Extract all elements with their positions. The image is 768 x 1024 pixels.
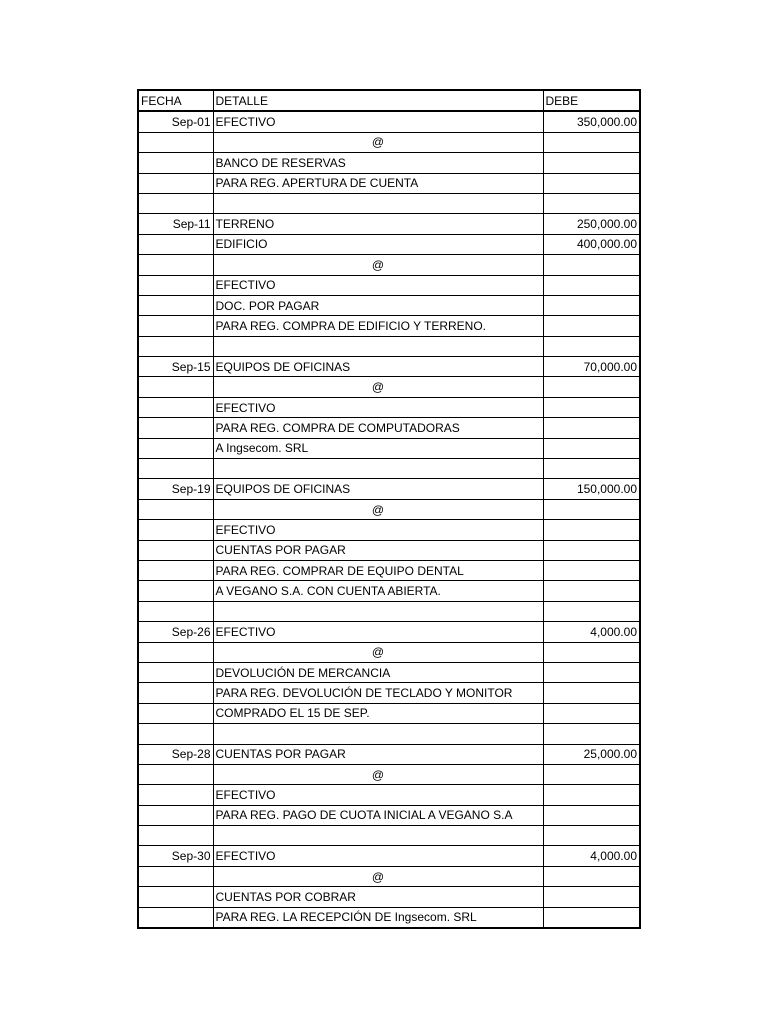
date-cell	[138, 826, 213, 846]
debe-cell	[543, 255, 640, 275]
detail-cell: EFECTIVO	[213, 785, 543, 805]
debe-cell	[543, 275, 640, 295]
detail-cell: A VEGANO S.A. CON CUENTA ABIERTA.	[213, 581, 543, 601]
detail-cell	[213, 724, 543, 744]
debe-cell: 70,000.00	[543, 357, 640, 377]
table-row	[138, 336, 640, 356]
date-cell	[138, 173, 213, 193]
date-cell	[138, 662, 213, 682]
detail-cell: TERRENO	[213, 214, 543, 234]
debe-cell	[543, 438, 640, 458]
table-row	[138, 642, 640, 662]
debe-cell	[543, 785, 640, 805]
detail-cell: PARA REG. LA RECEPCIÓN DE Ingsecom. SRL	[213, 907, 543, 928]
detail-cell: EDIFICIO	[213, 234, 543, 254]
table-row	[138, 234, 640, 254]
table-row	[138, 866, 640, 886]
detail-cell: PARA REG. COMPRA DE COMPUTADORAS	[213, 418, 543, 438]
detail-cell	[213, 459, 543, 479]
table-row	[138, 764, 640, 784]
table-row	[138, 459, 640, 479]
date-cell: Sep-30	[138, 846, 213, 866]
table-row	[138, 193, 640, 213]
debe-cell	[543, 377, 640, 397]
debe-cell	[543, 683, 640, 703]
debe-cell	[543, 581, 640, 601]
debe-cell	[543, 703, 640, 723]
detail-cell: PARA REG. COMPRAR DE EQUIPO DENTAL	[213, 560, 543, 580]
debe-cell	[543, 397, 640, 417]
table-row	[138, 622, 640, 642]
table-row	[138, 846, 640, 866]
table-row	[138, 907, 640, 928]
detail-cell: CUENTAS POR PAGAR	[213, 744, 543, 764]
date-cell	[138, 275, 213, 295]
table-row	[138, 560, 640, 580]
debe-cell	[543, 662, 640, 682]
detail-cell: EFECTIVO	[213, 397, 543, 417]
debe-cell	[543, 764, 640, 784]
date-cell	[138, 805, 213, 825]
detail-cell	[213, 826, 543, 846]
debe-cell: 25,000.00	[543, 744, 640, 764]
date-cell: Sep-26	[138, 622, 213, 642]
date-cell	[138, 683, 213, 703]
debe-cell	[543, 907, 640, 928]
date-cell	[138, 724, 213, 744]
debe-cell	[543, 866, 640, 886]
detail-cell: EFECTIVO	[213, 520, 543, 540]
detail-cell: @	[213, 377, 543, 397]
detail-cell: CUENTAS POR PAGAR	[213, 540, 543, 560]
date-cell	[138, 703, 213, 723]
table-row	[138, 805, 640, 825]
debe-cell	[543, 295, 640, 315]
date-cell	[138, 234, 213, 254]
detail-cell: EFECTIVO	[213, 111, 543, 132]
detail-cell	[213, 336, 543, 356]
table-row	[138, 418, 640, 438]
detail-cell: DEVOLUCIÓN DE MERCANCIA	[213, 662, 543, 682]
debe-cell	[543, 560, 640, 580]
date-cell	[138, 866, 213, 886]
date-cell	[138, 764, 213, 784]
date-cell	[138, 601, 213, 621]
table-row	[138, 438, 640, 458]
date-cell	[138, 907, 213, 928]
detail-cell	[213, 601, 543, 621]
table-row	[138, 826, 640, 846]
detail-cell	[213, 193, 543, 213]
date-cell	[138, 438, 213, 458]
date-cell	[138, 377, 213, 397]
debe-cell	[543, 336, 640, 356]
date-cell	[138, 459, 213, 479]
debe-cell	[543, 499, 640, 519]
debe-cell	[543, 316, 640, 336]
date-cell: Sep-15	[138, 357, 213, 377]
table-row	[138, 887, 640, 907]
table-row	[138, 744, 640, 764]
date-cell: Sep-11	[138, 214, 213, 234]
debe-cell: 350,000.00	[543, 111, 640, 132]
debe-cell: 4,000.00	[543, 622, 640, 642]
table-row	[138, 662, 640, 682]
table-row	[138, 132, 640, 152]
detail-cell: PARA REG. APERTURA DE CUENTA	[213, 173, 543, 193]
journal-body	[138, 111, 640, 928]
date-cell	[138, 193, 213, 213]
debe-cell	[543, 724, 640, 744]
debe-cell: 4,000.00	[543, 846, 640, 866]
detail-cell: PARA REG. PAGO DE CUOTA INICIAL A VEGANO S.A	[213, 805, 543, 825]
header-detalle: DETALLE	[213, 90, 543, 111]
header-fecha: FECHA	[138, 90, 213, 111]
date-cell: Sep-19	[138, 479, 213, 499]
debe-cell	[543, 805, 640, 825]
date-cell	[138, 132, 213, 152]
table-row	[138, 377, 640, 397]
debe-cell	[543, 520, 640, 540]
table-row	[138, 601, 640, 621]
table-row	[138, 520, 640, 540]
detail-cell: @	[213, 642, 543, 662]
table-row	[138, 703, 640, 723]
detail-cell: DOC. POR PAGAR	[213, 295, 543, 315]
date-cell	[138, 153, 213, 173]
header-row	[138, 90, 640, 111]
table-row	[138, 499, 640, 519]
table-row	[138, 581, 640, 601]
date-cell	[138, 336, 213, 356]
table-row	[138, 111, 640, 132]
debe-cell: 400,000.00	[543, 234, 640, 254]
date-cell	[138, 642, 213, 662]
detail-cell: @	[213, 764, 543, 784]
debe-cell	[543, 459, 640, 479]
debe-cell: 150,000.00	[543, 479, 640, 499]
detail-cell: EQUIPOS DE OFICINAS	[213, 357, 543, 377]
debe-cell	[543, 887, 640, 907]
date-cell	[138, 560, 213, 580]
date-cell	[138, 316, 213, 336]
detail-cell: EFECTIVO	[213, 622, 543, 642]
table-row	[138, 153, 640, 173]
debe-cell	[543, 418, 640, 438]
date-cell	[138, 397, 213, 417]
table-row	[138, 724, 640, 744]
table-row	[138, 275, 640, 295]
table-row	[138, 540, 640, 560]
journal-table	[137, 89, 641, 929]
detail-cell: EFECTIVO	[213, 275, 543, 295]
date-cell	[138, 540, 213, 560]
date-cell	[138, 255, 213, 275]
date-cell	[138, 785, 213, 805]
detail-cell: EQUIPOS DE OFICINAS	[213, 479, 543, 499]
date-cell	[138, 581, 213, 601]
debe-cell	[543, 601, 640, 621]
detail-cell: @	[213, 866, 543, 886]
table-row	[138, 214, 640, 234]
date-cell	[138, 520, 213, 540]
date-cell	[138, 887, 213, 907]
detail-cell: A Ingsecom. SRL	[213, 438, 543, 458]
table-row	[138, 357, 640, 377]
debe-cell	[543, 540, 640, 560]
detail-cell: CUENTAS POR COBRAR	[213, 887, 543, 907]
detail-cell: @	[213, 499, 543, 519]
detail-cell: @	[213, 255, 543, 275]
debe-cell	[543, 153, 640, 173]
table-row	[138, 255, 640, 275]
header-debe: DEBE	[543, 90, 640, 111]
table-row	[138, 295, 640, 315]
table-row	[138, 316, 640, 336]
table-row	[138, 785, 640, 805]
date-cell: Sep-28	[138, 744, 213, 764]
date-cell	[138, 295, 213, 315]
debe-cell	[543, 826, 640, 846]
debe-cell	[543, 173, 640, 193]
table-row	[138, 683, 640, 703]
table-row	[138, 479, 640, 499]
detail-cell: EFECTIVO	[213, 846, 543, 866]
debe-cell	[543, 132, 640, 152]
debe-cell	[543, 193, 640, 213]
detail-cell: PARA REG. COMPRA DE EDIFICIO Y TERRENO.	[213, 316, 543, 336]
detail-cell: BANCO DE RESERVAS	[213, 153, 543, 173]
table-row	[138, 397, 640, 417]
debe-cell	[543, 642, 640, 662]
table-row	[138, 173, 640, 193]
date-cell	[138, 499, 213, 519]
date-cell	[138, 418, 213, 438]
detail-cell: COMPRADO EL 15 DE SEP.	[213, 703, 543, 723]
debe-cell: 250,000.00	[543, 214, 640, 234]
detail-cell: PARA REG. DEVOLUCIÓN DE TECLADO Y MONITOR	[213, 683, 543, 703]
date-cell: Sep-01	[138, 111, 213, 132]
detail-cell: @	[213, 132, 543, 152]
